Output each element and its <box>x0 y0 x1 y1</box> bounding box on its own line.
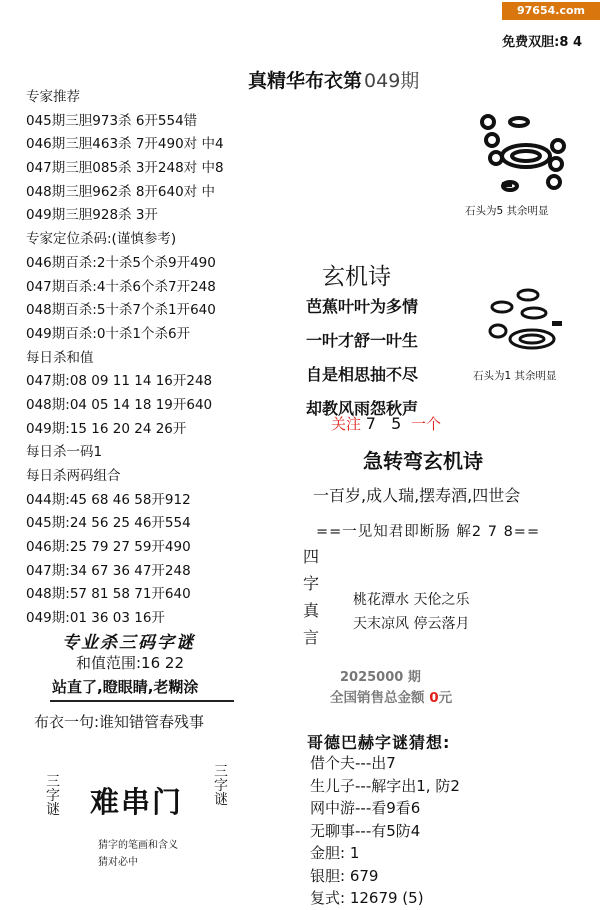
free-double-pick: 免费双胆:8 4 <box>502 35 582 50</box>
attention-suffix: 一个 <box>411 415 442 433</box>
buyi-line: 布衣一句:谁知错管春残事 <box>34 713 205 731</box>
riddle3-range: 和值范围:16 22 <box>76 654 184 672</box>
list-item: 专家推荐 <box>26 89 80 105</box>
list-item: 专家定位杀码:(谨慎参考) <box>26 231 177 248</box>
list-item: 046期百杀:2十杀5个杀9开490 <box>26 254 216 271</box>
list-item: 045期:24 56 25 46开554 <box>26 515 191 532</box>
list-item: 049期三胆928杀 3开 <box>26 207 158 224</box>
list-item: 044期:45 68 46 58开912 <box>26 491 191 508</box>
four-char-glyph: 真 <box>303 601 320 620</box>
list-item: 046期:25 79 27 59开490 <box>26 539 191 556</box>
goldbach-line: 网中游---看9看6 <box>310 799 421 817</box>
hint-text <box>98 837 178 871</box>
stone-puzzle-image <box>474 110 580 202</box>
sales-unit: 元 <box>438 690 453 706</box>
four-char-glyph: 言 <box>303 628 320 647</box>
goldbach-line: 银胆: 679 <box>310 866 379 885</box>
list-item: 048期:57 81 58 71开640 <box>26 586 191 603</box>
poem-title: 玄机诗 <box>322 264 391 290</box>
attention-number: 7 5 <box>365 414 407 433</box>
list-item: 047期:08 09 11 14 16开248 <box>26 373 213 390</box>
turn-line: 一百岁,成人瑞,摆寿酒,四世会 <box>313 486 521 505</box>
four-char-line: 桃花潭水 天伦之乐 <box>353 592 470 608</box>
list-item: 048期三胆962杀 8开640对 中 <box>26 183 215 200</box>
site-watermark: 97654.com <box>502 2 600 20</box>
goldbach-line: 复式: 12679 (5) <box>310 889 424 907</box>
four-char-line: 天末凉风 停云落月 <box>353 616 470 632</box>
side-label-left: 三字谜 <box>46 774 60 818</box>
attention-line <box>331 413 441 434</box>
four-char-glyph: 字 <box>303 574 320 593</box>
goldbach-lines <box>310 752 460 910</box>
sales-total <box>330 686 452 706</box>
sales-label: 全国销售总金额 <box>330 690 425 706</box>
list-item: 047期:34 67 36 47开248 <box>26 562 191 579</box>
stone-puzzle-image <box>482 283 572 361</box>
riddle3-title: 专业杀三码字谜 <box>62 633 195 653</box>
sales-issue: 2025000 期 <box>340 670 421 685</box>
page-title-text: 真精华布衣第 <box>248 70 363 92</box>
four-char-label <box>303 543 319 651</box>
list-item: 045期三胆973杀 6开554错 <box>26 112 198 129</box>
issue-number: 049期 <box>364 70 420 92</box>
goldbach-line: 借个夫---出7 <box>310 754 396 772</box>
hint-line: 猜字的笔画和含义 <box>98 840 178 851</box>
poem-line: 芭蕉叶叶为多情 <box>306 297 419 316</box>
list-item: 046期三胆463杀 7开490对 中4 <box>26 136 224 153</box>
big-riddle-word: 难串门 <box>90 785 184 819</box>
list-item: 047期百杀:4十杀6个杀7开248 <box>26 278 216 295</box>
turn-line: ==一见知君即断肠 解2 7 8== <box>316 524 541 540</box>
list-item: 049期百杀:0十杀1个杀6开 <box>26 325 191 342</box>
attention-prefix: 关注 <box>331 415 362 433</box>
list-item: 049期:15 16 20 24 26开 <box>26 420 187 437</box>
side-label-right: 三字谜 <box>214 764 228 808</box>
list-item: 048期:04 05 14 18 19开640 <box>26 396 213 413</box>
poem-line: 自是相思抽不尽 <box>306 365 419 384</box>
expert-list <box>26 86 224 631</box>
list-item: 047期三胆085杀 3开248对 中8 <box>26 160 224 177</box>
list-item: 048期百杀:5十杀7个杀1开640 <box>26 302 216 319</box>
list-item: 每日杀一码1 <box>26 444 103 461</box>
poem-line: 却教风雨怨秋声 <box>306 399 419 418</box>
hint-line: 猜对必中 <box>98 857 138 868</box>
sales-amount: 0 <box>429 690 439 706</box>
goldbach-line: 生儿子---解字出1, 防2 <box>310 776 460 795</box>
poem-lines <box>306 290 418 426</box>
goldbach-title: 哥德巴赫字谜猜想: <box>307 733 451 752</box>
riddle3-phrase: 站直了,瞪眼睛,老糊涂 <box>50 676 234 702</box>
poem-line: 一叶才舒一叶生 <box>306 331 419 350</box>
stone-caption: 石头为1 其余明显 <box>473 370 557 382</box>
four-char-glyph: 四 <box>303 547 320 566</box>
page-title <box>248 66 419 93</box>
list-item: 每日杀和值 <box>26 349 94 366</box>
list-item: 049期:01 36 03 16开 <box>26 610 165 627</box>
goldbach-line: 无聊事---有5防4 <box>310 821 421 840</box>
turn-title: 急转弯玄机诗 <box>363 449 483 473</box>
stone-caption: 石头为5 其余明显 <box>465 205 549 217</box>
goldbach-line: 金胆: 1 <box>310 844 360 862</box>
list-item: 每日杀两码组合 <box>26 468 121 484</box>
